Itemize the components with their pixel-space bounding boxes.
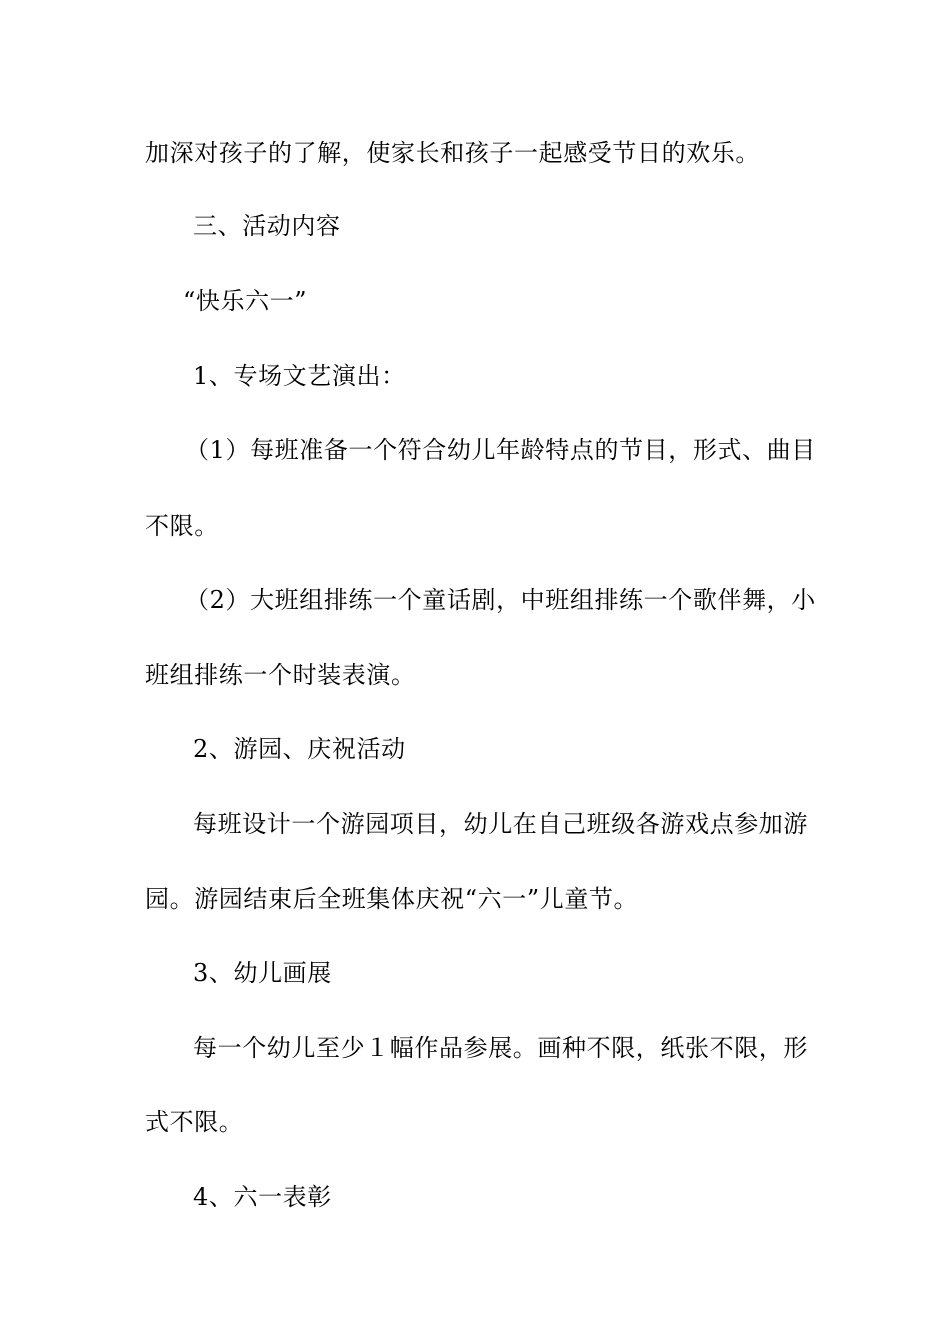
subheading-performance: 1、专场文艺演出： bbox=[193, 362, 406, 390]
art-exhibition-line-2: 式不限。 bbox=[145, 1108, 244, 1136]
subheading-garden-party: 2、游园、庆祝活动 bbox=[193, 735, 406, 763]
item-1-line-1: （1）每班准备一个符合幼儿年龄特点的节目，形式、曲目 bbox=[185, 436, 816, 464]
paragraph-continuation-line: 加深对孩子的了解，使家长和孩子一起感受节日的欢乐。 bbox=[145, 139, 760, 167]
item-2-line-2: 班组排练一个时装表演。 bbox=[145, 661, 416, 689]
item-2-line-1: （2）大班组排练一个童话剧，中班组排练一个歌伴舞，小 bbox=[185, 586, 816, 614]
subheading-commendation: 4、六一表彰 bbox=[193, 1183, 332, 1211]
art-exhibition-line-1: 每一个幼儿至少１幅作品参展。画种不限，纸张不限，形 bbox=[193, 1034, 808, 1062]
activity-theme-title: “快乐六一” bbox=[183, 287, 308, 315]
section-heading-activity-content: 三、活动内容 bbox=[193, 212, 341, 240]
garden-party-line-2: 园。游园结束后全班集体庆祝“六一”儿童节。 bbox=[145, 885, 639, 913]
item-1-line-2: 不限。 bbox=[145, 512, 219, 540]
subheading-art-exhibition: 3、幼儿画展 bbox=[193, 959, 332, 987]
garden-party-line-1: 每班设计一个游园项目，幼儿在自己班级各游戏点参加游 bbox=[193, 810, 808, 838]
